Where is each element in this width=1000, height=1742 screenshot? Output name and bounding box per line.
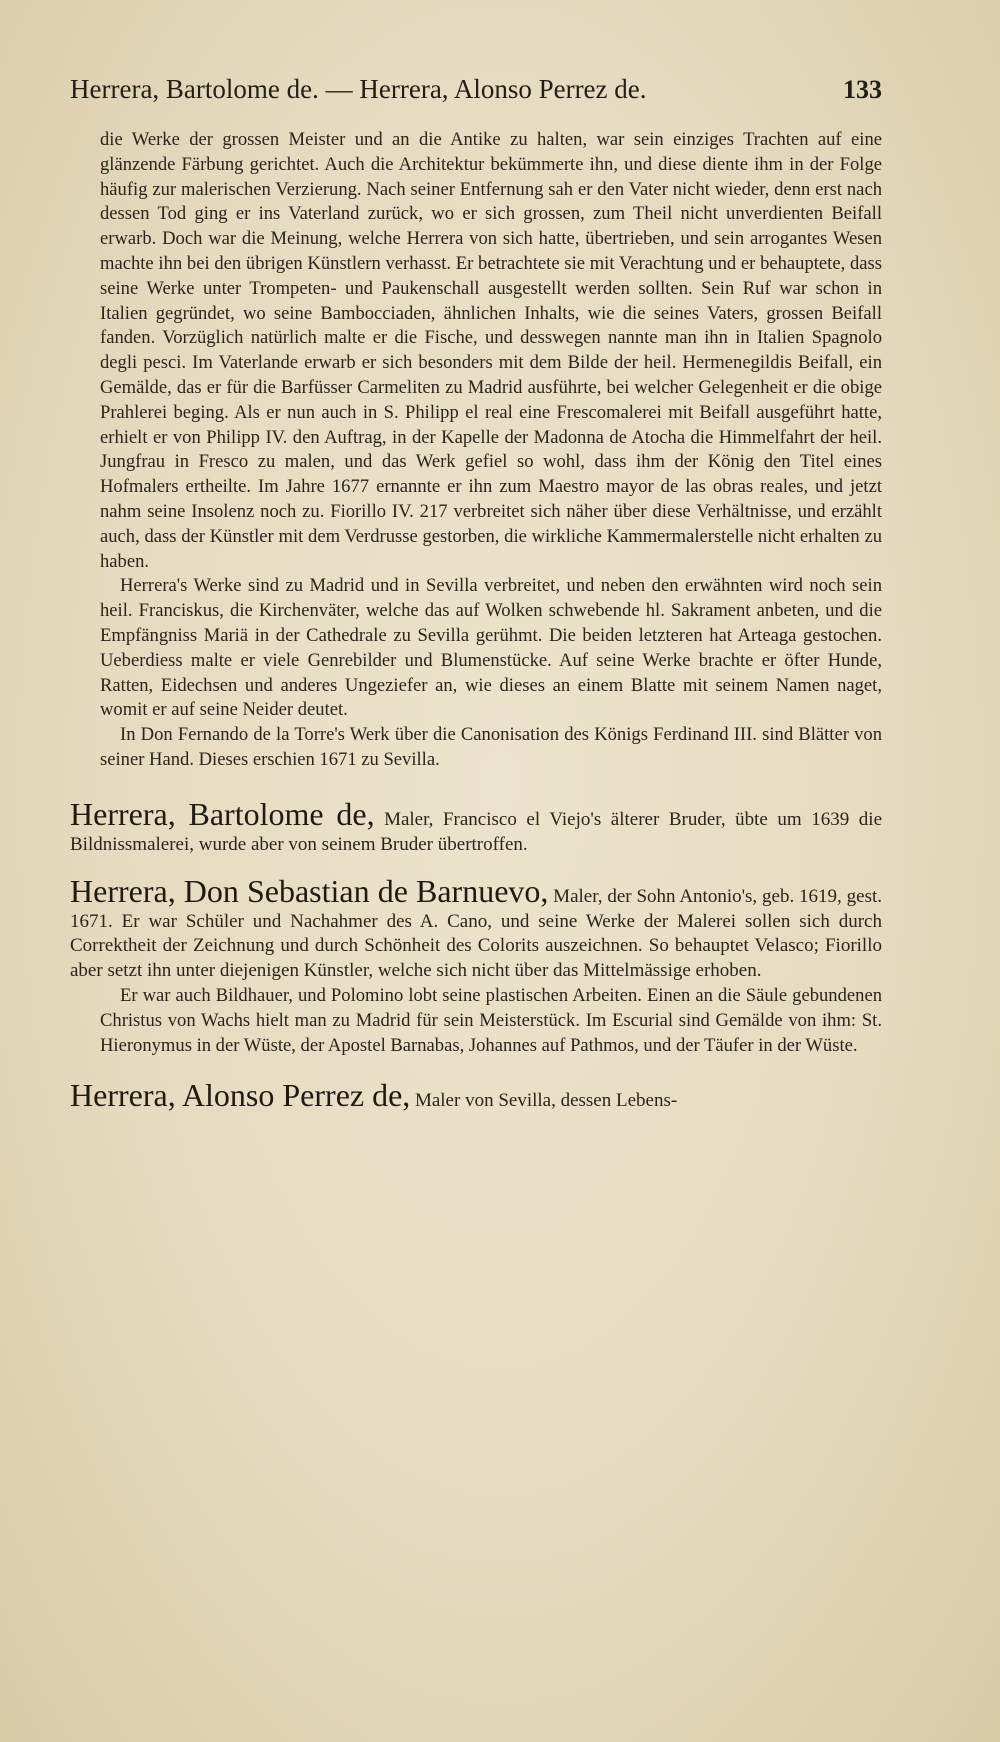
entry-text: Maler, der Sohn Antonio's, geb. 1619, gest. 1671. Er war Schüler und Nachahmer des A. Cano, und seine Werke der Malerei sollen sich durch Correktheit der Zeichnung und durch Schönheit des Colorits auszeichnen. So behauptet Velasco; Fiorillo aber setzt ihn unter diejenigen Künstler, welche sich nicht über das Mittelmässige erhoben. [70,885,882,982]
text-column [70,128,882,1114]
entry-headword: Herrera, Alonso Perrez de, [70,1077,411,1114]
entry-text: Maler von Sevilla, dessen Lebens- [414,1090,678,1112]
previous-entry-continuation [70,128,882,773]
body-paragraph: Herrera's Werke sind zu Madrid und in Sevilla verbreitet, und neben den erwähnten wird noch sein heil. Franciskus, die Kirchenväter, welche das auf Wolken schwebende hl. Sakrament anbeten, und die Empfängniss Mariä in der Cathedrale zu Sevilla gerühmt. Die beiden letzteren hat Arteaga gestochen. Ueberdiess malte er viele Genrebilder und Blumenstücke. Auf seine Werke brachte er öfter Hunde, Ratten, Eidechsen und anderes Ungeziefer an, wie dieses an einem Blatte mit seinem Namen naget, womit er auf seine Neider deutet. [100,575,882,721]
running-title: Herrera, Bartolome de. — Herrera, Alonso Perrez de. [70,74,647,104]
entry-bartolome [70,795,882,858]
entry-alonso [70,1076,882,1114]
page-number: 133 [843,75,882,104]
entry-headword: Herrera, Bartolome de, [70,795,375,832]
running-header [70,74,882,105]
entry-text-continued: Er war auch Bildhauer, und Polomino lobt seine plastischen Arbeiten. Einen an die Säule gebundenen Christus von Wachs hielt man zu Madrid für sein Meisterstück. Im Escurial sind Gemälde von ihm: St. Hieronymus in der Wüste, der Apostel Barnabas, Johannes auf Pathmos, und der Täufer in der Wüste. [100,984,882,1056]
body-paragraph: In Don Fernando de la Torre's Werk über die Canonisation des Königs Ferdinand III. sind Blätter von seiner Hand. Dieses erschien 1671 zu Sevilla. [100,724,882,770]
entry-sebastian [70,872,882,1059]
body-paragraph: die Werke der grossen Meister und an die Antike zu halten, war sein einziges Trachten auf eine glänzende Färbung gerichtet. Auch die Architektur bekümmerte ihn, und diese diente ihm in der Folge häufig zur malerischen Verzierung. Nach seiner Entfernung sah er den Vater nicht wieder, denn erst nach dessen Tod ging er ins Vaterland zurück, wo er sich grossen, zum Theil nicht unverdienten Beifall erwarb. Doch war die Meinung, welche Herrera von sich hatte, übertrieben, und sein arrogantes Wesen machte ihn bei den übrigen Künstlern verhasst. Er betrachtete sie mit Verachtung und er behauptete, dass seine Werke unter Trompeten- und Paukenschall ausgestellt werden sollten. Sein Ruf war schon in Italien gegründet, wo seine Bambocciaden, ähnlichen Inhalts, wie die seines Vaters, grossen Beifall fanden. Vorzüglich natürlich malte er die Fische, und desswegen nannte man ihn in Italien Spagnolo degli pesci. Im Vaterlande erwarb er sich besonders mit dem Bilde der heil. Hermenegildis Beifall, ein Gemälde, das er für die Barfüsser Carmeliten zu Madrid ausführte, bei welcher Gelegenheit er die obige Prahlerei beging. Als er nun auch in S. Philipp el real eine Frescomalerei mit Beifall ausgeführt hatte, erhielt er von Philipp IV. den Auftrag, in der Kapelle der Madonna de Atocha die Himmelfahrt der heil. Jungfrau in Fresco zu malen, und das Werk gefiel so wohl, dass ihm der König den Titel eines Hofmalers ertheilte. Im Jahre 1677 ernannte er ihn zum Maestro mayor de las obras reales, und jetzt nahm seine Insolenz noch zu. Fiorillo IV. 217 verbreitet sich näher über diese Verhältnisse, und erzählt auch, dass der Künstler mit dem Verdrusse gestorben, die wirkliche Kammermalerstelle nicht erhalten zu haben. [100,129,882,572]
entry-headword: Herrera, Don Sebastian de Barnuevo, [70,872,549,909]
entry-text: Maler, Francisco el Viejo's älterer Bruder, übte um 1639 die Bildnissmalerei, wurde aber von seinem Bruder übertroffen. [70,808,883,855]
